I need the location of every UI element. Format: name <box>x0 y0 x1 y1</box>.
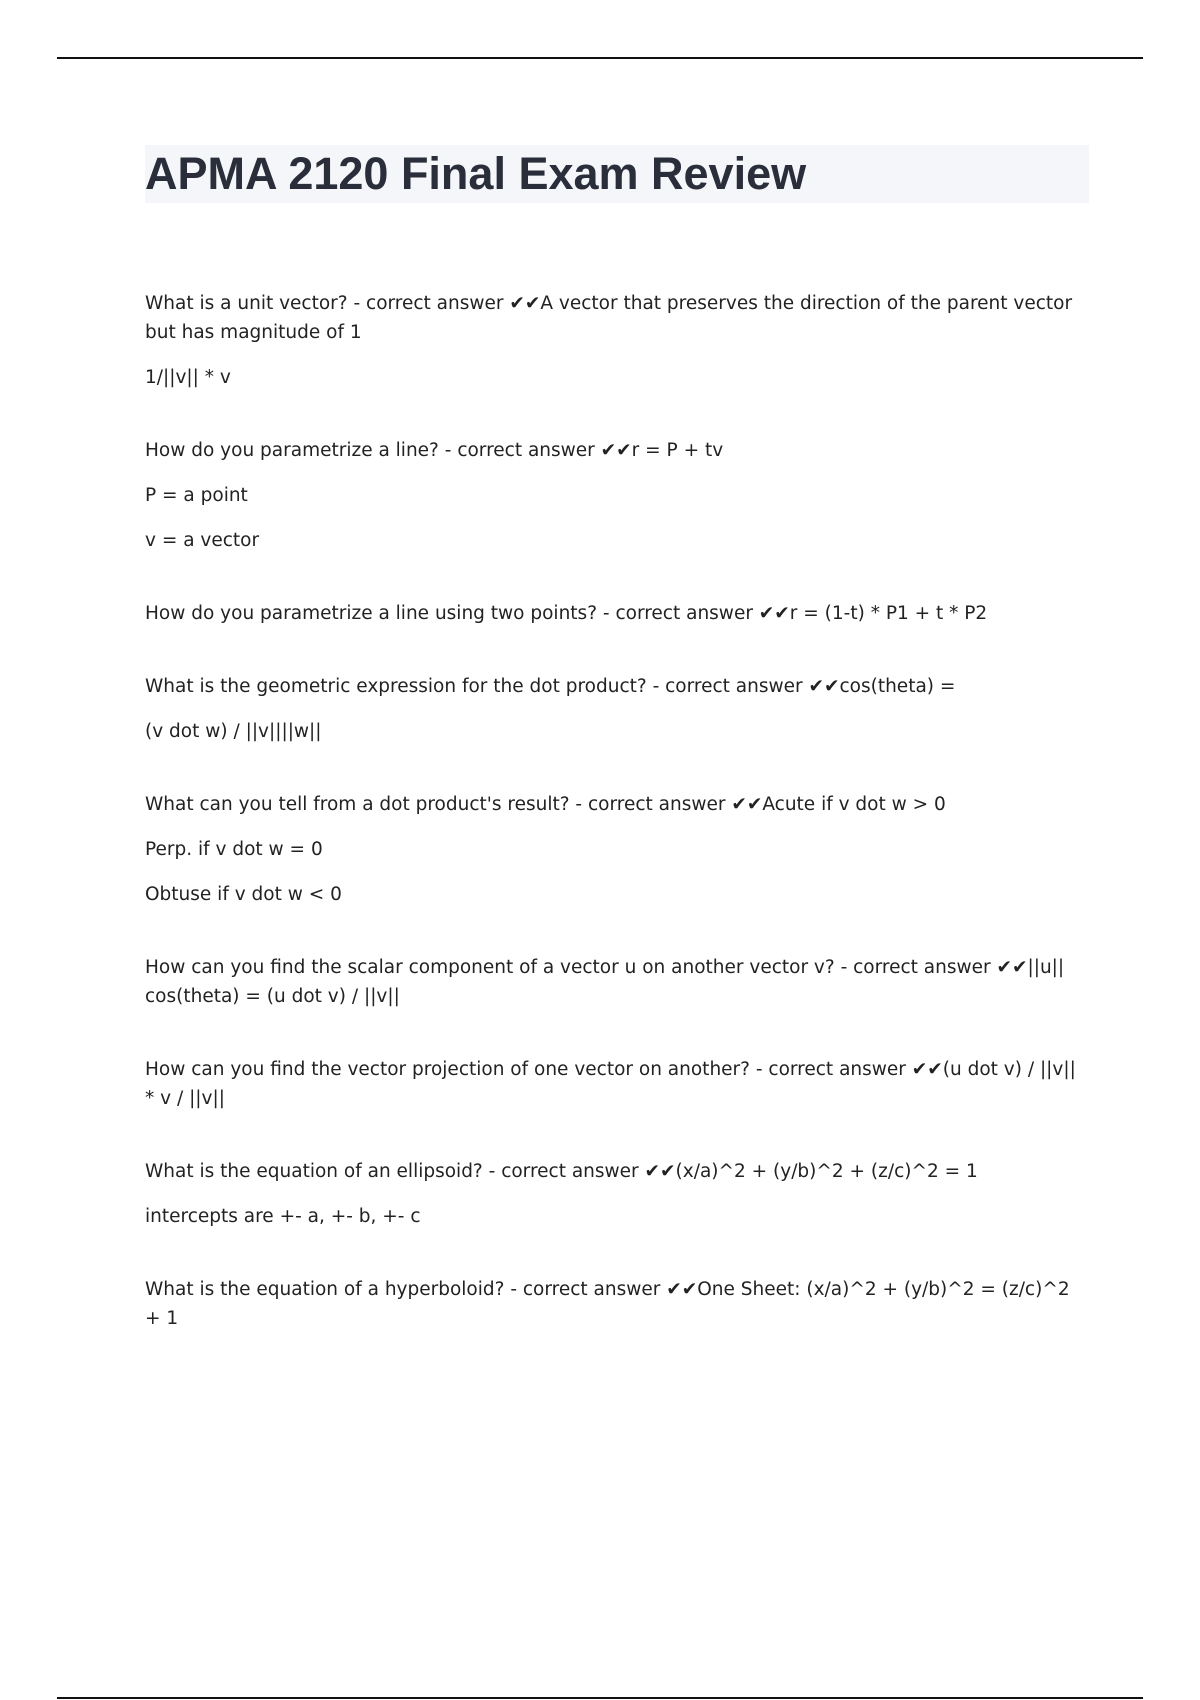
qa-item <box>145 436 1089 555</box>
qa-line: What can you tell from a dot product's result? - correct answer ✔✔Acute if v dot w > 0 <box>145 794 946 815</box>
qa-item <box>145 289 1089 392</box>
title-band <box>145 145 1089 203</box>
qa-line: How can you find the scalar component of a vector u on another vector v? - correct answer ✔✔||u|| cos(theta) = (u dot v) / ||v|| <box>145 957 1065 1007</box>
qa-item <box>145 953 1089 1011</box>
qa-line: How do you parametrize a line using two points? - correct answer ✔✔r = (1-t) * P1 + t * P2 <box>145 603 988 624</box>
qa-item <box>145 1157 1089 1231</box>
qa-line: How do you parametrize a line? - correct answer ✔✔r = P + tv <box>145 440 724 461</box>
qa-line: v = a vector <box>145 530 260 551</box>
qa-line: 1/||v|| * v <box>145 367 231 388</box>
qa-line: What is the equation of an ellipsoid? - correct answer ✔✔(x/a)^2 + (y/b)^2 + (z/c)^2 = 1 <box>145 1161 978 1182</box>
bottom-rule <box>57 1697 1143 1699</box>
qa-line: What is the equation of a hyperboloid? - correct answer ✔✔One Sheet: (x/a)^2 + (y/b)^2 = (z/c)^2 + 1 <box>145 1279 1070 1329</box>
qa-item <box>145 790 1089 909</box>
qa-line: intercepts are +- a, +- b, +- c <box>145 1206 421 1227</box>
qa-line: Obtuse if v dot w < 0 <box>145 884 342 905</box>
qa-line: P = a point <box>145 485 248 506</box>
document-body <box>145 145 1089 1377</box>
top-rule <box>57 57 1143 59</box>
qa-line: How can you find the vector projection of one vector on another? - correct answer ✔✔(u dot v) / ||v|| * v / ||v|| <box>145 1059 1076 1109</box>
qa-list <box>145 289 1089 1333</box>
qa-line: What is a unit vector? - correct answer ✔✔A vector that preserves the direction of the parent vector but has magnitude of 1 <box>145 293 1073 343</box>
qa-line: Perp. if v dot w = 0 <box>145 839 323 860</box>
qa-item <box>145 1275 1089 1333</box>
qa-item <box>145 1055 1089 1113</box>
qa-line: (v dot w) / ||v||||w|| <box>145 721 322 742</box>
qa-line: What is the geometric expression for the dot product? - correct answer ✔✔cos(theta) = <box>145 676 956 697</box>
qa-item <box>145 672 1089 746</box>
qa-item <box>145 599 1089 628</box>
page-title: APMA 2120 Final Exam Review <box>145 148 807 199</box>
